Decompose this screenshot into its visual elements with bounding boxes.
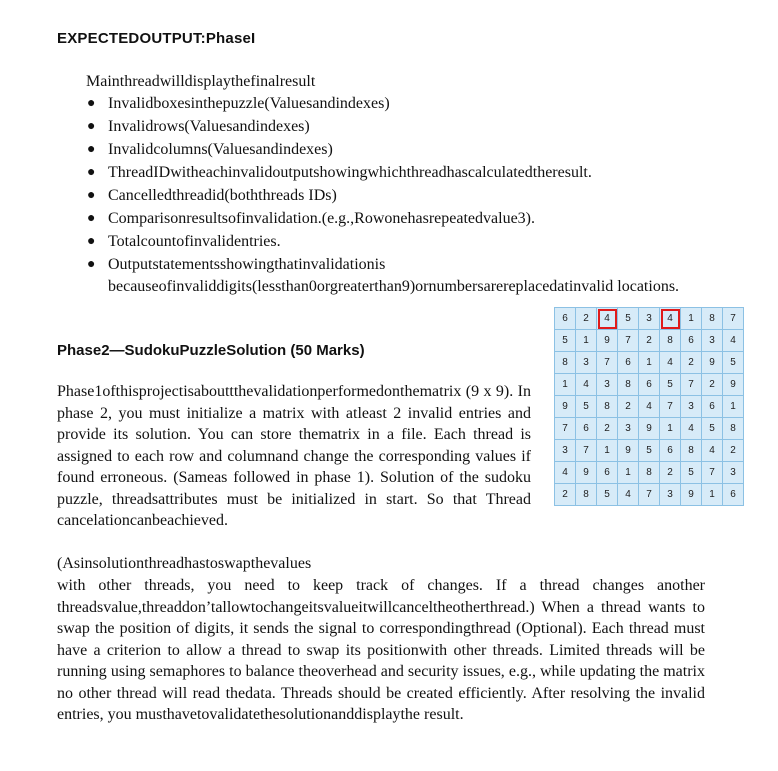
- sudoku-row: [555, 352, 744, 374]
- sudoku-cell: 7: [576, 440, 597, 462]
- sudoku-row: [555, 462, 744, 484]
- sudoku-cell: 1: [639, 352, 660, 374]
- sudoku-cell: 7: [681, 374, 702, 396]
- sudoku-cell: 7: [618, 330, 639, 352]
- sudoku-cell: 2: [660, 462, 681, 484]
- list-item-text: Totalcountofinvalidentries.: [108, 233, 281, 250]
- sudoku-cell: 4: [660, 352, 681, 374]
- sudoku-cell: 8: [639, 462, 660, 484]
- sudoku-cell: 2: [639, 330, 660, 352]
- sudoku-cell: 8: [618, 374, 639, 396]
- sudoku-cell: 6: [723, 484, 744, 506]
- sudoku-cell: 6: [639, 374, 660, 396]
- sudoku-row: [555, 308, 744, 330]
- sudoku-cell: 9: [597, 330, 618, 352]
- list-item-text: Comparisonresultsofinvalidation.(e.g.,Rowonehasrepeatedvalue3).: [108, 210, 535, 227]
- sudoku-cell: 2: [618, 396, 639, 418]
- bullet-icon: ●: [87, 165, 96, 180]
- sudoku-cell: 7: [555, 418, 576, 440]
- sudoku-cell-highlighted: 4: [597, 308, 618, 330]
- sudoku-row: [555, 440, 744, 462]
- sudoku-row: [555, 374, 744, 396]
- list-item: [86, 139, 706, 161]
- sudoku-cell: 5: [597, 484, 618, 506]
- sudoku-cell: 6: [555, 308, 576, 330]
- sudoku-cell: 2: [723, 440, 744, 462]
- list-item: [86, 185, 706, 207]
- list-item: [86, 162, 706, 184]
- sudoku-cell: 3: [639, 308, 660, 330]
- sudoku-cell: 3: [597, 374, 618, 396]
- sudoku-cell: 1: [555, 374, 576, 396]
- sudoku-cell: 6: [618, 352, 639, 374]
- sudoku-cell: 4: [723, 330, 744, 352]
- sudoku-cell: 3: [618, 418, 639, 440]
- sudoku-cell: 9: [723, 374, 744, 396]
- sudoku-cell: 5: [639, 440, 660, 462]
- sudoku-cell: 1: [660, 418, 681, 440]
- intro-line: Mainthreadwilldisplaythefinalresult: [86, 73, 316, 90]
- sudoku-cell: 3: [702, 330, 723, 352]
- sudoku-cell: 1: [576, 330, 597, 352]
- phase2-paragraph: Phase1ofthisprojectisabouttthevalidationperformedonthematrix (9 x 9). In phase 2, you must initialize a matrix with atleast 2 invalid entries and provide its solution. You can store thematrix in a file. Each thread is assigned to each row and columnand change the corresponding values if found erroneous. (Sameas followed in phase 1). Solution of the sudoku puzzle, threadsattributes must be initialized in start. So that Thread cancelationcanbeachieved.: [57, 383, 531, 529]
- sudoku-cell-highlighted: 4: [660, 308, 681, 330]
- sudoku-cell: 6: [576, 418, 597, 440]
- sudoku-cell: 1: [618, 462, 639, 484]
- sudoku-cell: 4: [681, 418, 702, 440]
- bullet-icon: ●: [87, 257, 96, 272]
- list-item: [86, 254, 706, 298]
- sudoku-cell: 6: [681, 330, 702, 352]
- sudoku-cell: 7: [702, 462, 723, 484]
- bullet-icon: ●: [87, 188, 96, 203]
- sudoku-cell: 1: [702, 484, 723, 506]
- list-item-text: ThreadIDwitheachinvalidoutputshowingwhichthreadhascalculatedtheresult.: [108, 164, 592, 181]
- sudoku-cell: 3: [723, 462, 744, 484]
- sudoku-cell: 9: [702, 352, 723, 374]
- list-item: [86, 116, 706, 138]
- sudoku-cell: 8: [576, 484, 597, 506]
- bullet-icon: ●: [87, 96, 96, 111]
- sudoku-cell: 5: [576, 396, 597, 418]
- sudoku-cell: 5: [702, 418, 723, 440]
- phase2-paragraph-wide: with other threads, you need to keep track of changes. If a thread changes another threadsvalue,threaddon’tallowtochangeitsvalueitwillcanceltheotherthread.) When a thread wants to swap the position of digits, it sends the signal to correspondingthread (Optional). Each thread must have a criterion to allow a thread to swap its positionwith other threads. Limited threads will be running using semaphores to balance theoverhead and security issues, e.g., while updating the matrix no other thread will read thedata. Threads should be created efficiently. After resolving the invalid entries, you musthavetovalidatethesolutionanddisplaythe result.: [57, 577, 705, 723]
- section-heading-expected-output: EXPECTEDOUTPUT:PhaseI: [57, 30, 256, 47]
- sudoku-cell: 1: [597, 440, 618, 462]
- sudoku-cell: 8: [555, 352, 576, 374]
- sudoku-cell: 7: [660, 396, 681, 418]
- sudoku-cell: 4: [702, 440, 723, 462]
- sudoku-cell: 5: [618, 308, 639, 330]
- sudoku-cell: 9: [681, 484, 702, 506]
- sudoku-cell: 2: [576, 308, 597, 330]
- section-heading-phase2: Phase2—SudokuPuzzleSolution (50 Marks): [57, 342, 365, 359]
- sudoku-row: [555, 418, 744, 440]
- sudoku-cell: 3: [660, 484, 681, 506]
- sudoku-cell: 7: [597, 352, 618, 374]
- sudoku-cell: 2: [702, 374, 723, 396]
- output-requirements-list: [86, 93, 706, 299]
- sudoku-cell: 3: [555, 440, 576, 462]
- sudoku-cell: 8: [681, 440, 702, 462]
- list-item: [86, 208, 706, 230]
- sudoku-row: [555, 484, 744, 506]
- sudoku-cell: 9: [555, 396, 576, 418]
- sudoku-cell: 6: [660, 440, 681, 462]
- sudoku-row: [555, 330, 744, 352]
- sudoku-cell: 6: [702, 396, 723, 418]
- list-item-text: Cancelledthreadid(boththreads IDs): [108, 187, 337, 204]
- sudoku-grid: [554, 307, 744, 506]
- sudoku-cell: 9: [618, 440, 639, 462]
- list-item-text: Invalidcolumns(Valuesandindexes): [108, 141, 333, 158]
- sudoku-cell: 4: [639, 396, 660, 418]
- bullet-icon: ●: [87, 119, 96, 134]
- sudoku-cell: 8: [660, 330, 681, 352]
- sudoku-cell: 6: [597, 462, 618, 484]
- sudoku-cell: 8: [597, 396, 618, 418]
- sudoku-cell: 5: [723, 352, 744, 374]
- sudoku-cell: 4: [555, 462, 576, 484]
- sudoku-cell: 4: [618, 484, 639, 506]
- list-item-text: Invalidrows(Valuesandindexes): [108, 118, 310, 135]
- bullet-icon: ●: [87, 234, 96, 249]
- sudoku-cell: 2: [555, 484, 576, 506]
- bullet-icon: ●: [87, 211, 96, 226]
- sudoku-cell: 5: [681, 462, 702, 484]
- sudoku-cell: 1: [681, 308, 702, 330]
- sudoku-cell: 5: [660, 374, 681, 396]
- list-item: [86, 231, 706, 253]
- sudoku-cell: 9: [576, 462, 597, 484]
- sudoku-cell: 2: [597, 418, 618, 440]
- sudoku-cell: 4: [576, 374, 597, 396]
- sudoku-row: [555, 396, 744, 418]
- sudoku-cell: 2: [681, 352, 702, 374]
- sudoku-cell: 1: [723, 396, 744, 418]
- list-item-text: Outputstatementsshowingthatinvalidationis becauseofinvaliddigits(lessthan0orgreaterthan9)ornumbersarereplacedatinvalid locations.: [108, 256, 680, 295]
- sudoku-cell: 9: [639, 418, 660, 440]
- sudoku-cell: 7: [639, 484, 660, 506]
- list-item-text: Invalidboxesinthepuzzle(Valuesandindexes): [108, 95, 390, 112]
- sudoku-cell: 8: [702, 308, 723, 330]
- bullet-icon: ●: [87, 142, 96, 157]
- phase2-paragraph-continued: (Asinsolutionthreadhastoswapthevalues: [57, 555, 312, 572]
- sudoku-cell: 7: [723, 308, 744, 330]
- sudoku-cell: 3: [576, 352, 597, 374]
- sudoku-cell: 8: [723, 418, 744, 440]
- list-item: [86, 93, 706, 115]
- sudoku-cell: 5: [555, 330, 576, 352]
- sudoku-cell: 3: [681, 396, 702, 418]
